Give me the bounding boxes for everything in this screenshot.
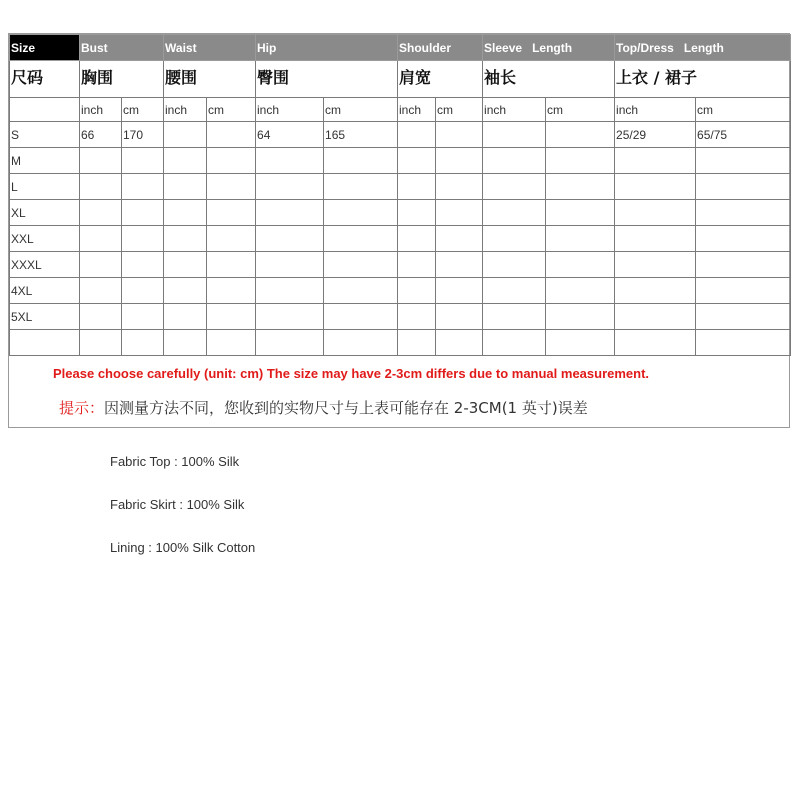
size-label: XL	[10, 200, 80, 226]
cell-sleeve-cm	[546, 330, 615, 356]
cell-waist-cm	[207, 330, 256, 356]
cell-shoulder-cm	[436, 122, 483, 148]
fabric-skirt: Fabric Skirt : 100% Silk	[110, 497, 245, 512]
english-note: Please choose carefully (unit: cm) The size may have 2-3cm differs due to manual measurement.	[53, 366, 650, 381]
header-cn-shoulder: 肩宽	[398, 61, 483, 98]
table-row	[10, 304, 791, 330]
unit-cm: cm	[436, 98, 483, 122]
size-label: 5XL	[10, 304, 80, 330]
header-cn-sleeve: 袖长	[483, 61, 615, 98]
cell-sleeve-cm	[546, 252, 615, 278]
cell-hip-inch	[256, 200, 324, 226]
cell-bust-inch	[80, 304, 122, 330]
cell-length-inch: 25/29	[615, 122, 696, 148]
cell-hip-inch	[256, 174, 324, 200]
cell-length-inch	[615, 174, 696, 200]
cell-length-inch	[615, 304, 696, 330]
cell-bust-cm	[122, 278, 164, 304]
cell-sleeve-cm	[546, 200, 615, 226]
cell-waist-cm	[207, 174, 256, 200]
cell-length-cm	[696, 148, 791, 174]
cell-sleeve-inch	[483, 330, 546, 356]
cell-bust-inch	[80, 252, 122, 278]
header-size: Size	[10, 35, 80, 61]
cell-shoulder-cm	[436, 148, 483, 174]
cell-sleeve-inch	[483, 174, 546, 200]
chinese-note	[59, 397, 779, 418]
header-cn-waist: 腰围	[164, 61, 256, 98]
cell-hip-cm	[324, 304, 398, 330]
cell-shoulder-inch	[398, 200, 436, 226]
cell-waist-inch	[164, 304, 207, 330]
cell-sleeve-inch	[483, 226, 546, 252]
cell-shoulder-cm	[436, 200, 483, 226]
unit-inch: inch	[615, 98, 696, 122]
chinese-note-label: 提示：	[59, 399, 105, 417]
table-row	[10, 226, 791, 252]
cell-shoulder-inch	[398, 226, 436, 252]
header-bust: Bust	[80, 35, 164, 61]
cell-bust-cm	[122, 330, 164, 356]
unit-cm: cm	[324, 98, 398, 122]
cell-sleeve-cm	[546, 304, 615, 330]
header-cn-bust: 胸围	[80, 61, 164, 98]
cell-shoulder-cm	[436, 330, 483, 356]
cell-hip-inch	[256, 278, 324, 304]
cell-waist-inch	[164, 252, 207, 278]
cell-sleeve-cm	[546, 226, 615, 252]
cell-sleeve-cm	[546, 174, 615, 200]
cell-shoulder-cm	[436, 174, 483, 200]
cell-hip-inch	[256, 252, 324, 278]
cell-waist-cm	[207, 122, 256, 148]
size-label: M	[10, 148, 80, 174]
cell-hip-inch: 64	[256, 122, 324, 148]
unit-inch: inch	[256, 98, 324, 122]
cell-shoulder-cm	[436, 252, 483, 278]
cell-sleeve-cm	[546, 148, 615, 174]
unit-cm: cm	[207, 98, 256, 122]
table-row	[10, 122, 791, 148]
header-top-dress-length: Top/Dress Length	[615, 35, 791, 61]
cell-sleeve-cm	[546, 278, 615, 304]
unit-cm: cm	[546, 98, 615, 122]
cell-length-cm	[696, 330, 791, 356]
cell-sleeve-inch	[483, 304, 546, 330]
cell-bust-cm	[122, 304, 164, 330]
cell-hip-inch	[256, 226, 324, 252]
cell-shoulder-inch	[398, 148, 436, 174]
cell-hip-cm	[324, 226, 398, 252]
cell-hip-inch	[256, 304, 324, 330]
cell-bust-inch	[80, 200, 122, 226]
cell-waist-cm	[207, 304, 256, 330]
header-row-english	[10, 35, 791, 61]
cell-sleeve-inch	[483, 278, 546, 304]
unit-cm: cm	[122, 98, 164, 122]
cell-bust-cm	[122, 174, 164, 200]
cell-length-inch	[615, 226, 696, 252]
table-row	[10, 252, 791, 278]
cell-hip-cm	[324, 330, 398, 356]
cell-shoulder-inch	[398, 174, 436, 200]
cell-shoulder-inch	[398, 304, 436, 330]
header-waist: Waist	[164, 35, 256, 61]
cell-bust-inch	[80, 226, 122, 252]
size-label: 4XL	[10, 278, 80, 304]
cell-waist-inch	[164, 278, 207, 304]
unit-cm: cm	[696, 98, 791, 122]
cell-bust-inch: 66	[80, 122, 122, 148]
cell-waist-inch	[164, 200, 207, 226]
cell-bust-cm	[122, 252, 164, 278]
cell-hip-inch	[256, 330, 324, 356]
cell-length-cm	[696, 226, 791, 252]
cell-sleeve-inch	[483, 122, 546, 148]
header-row-chinese	[10, 61, 791, 98]
cell-shoulder-inch	[398, 330, 436, 356]
cell-waist-cm	[207, 278, 256, 304]
cell-length-inch	[615, 200, 696, 226]
cell-hip-cm	[324, 278, 398, 304]
unit-inch: inch	[398, 98, 436, 122]
cell-hip-inch	[256, 148, 324, 174]
size-label: L	[10, 174, 80, 200]
table-row	[10, 174, 791, 200]
cell-shoulder-inch	[398, 122, 436, 148]
unit-inch: inch	[80, 98, 122, 122]
cell-hip-cm	[324, 252, 398, 278]
unit-inch: inch	[483, 98, 546, 122]
cell-bust-cm: 170	[122, 122, 164, 148]
cell-length-cm	[696, 252, 791, 278]
cell-waist-cm	[207, 200, 256, 226]
cell-length-cm	[696, 304, 791, 330]
unit-inch: inch	[164, 98, 207, 122]
size-label: S	[10, 122, 80, 148]
cell-shoulder-inch	[398, 278, 436, 304]
cell-bust-cm	[122, 200, 164, 226]
cell-bust-cm	[122, 148, 164, 174]
cell-shoulder-inch	[398, 252, 436, 278]
cell-bust-inch	[80, 174, 122, 200]
cell-waist-inch	[164, 330, 207, 356]
cell-bust-inch	[80, 330, 122, 356]
cell-waist-inch	[164, 122, 207, 148]
cell-length-inch	[615, 252, 696, 278]
header-cn-length: 上衣 / 裙子	[615, 61, 791, 98]
cell-sleeve-inch	[483, 200, 546, 226]
cell-shoulder-cm	[436, 226, 483, 252]
cell-sleeve-cm	[546, 122, 615, 148]
cell-sleeve-inch	[483, 252, 546, 278]
table-row	[10, 330, 791, 356]
cell-bust-inch	[80, 148, 122, 174]
header-hip: Hip	[256, 35, 398, 61]
cell-bust-cm	[122, 226, 164, 252]
fabric-top: Fabric Top : 100% Silk	[110, 454, 240, 469]
header-shoulder: Shoulder	[398, 35, 483, 61]
cell-hip-cm: 165	[324, 122, 398, 148]
header-sleeve-length: Sleeve Length	[483, 35, 615, 61]
cell-hip-cm	[324, 174, 398, 200]
table-row	[10, 148, 791, 174]
size-chart	[8, 33, 790, 428]
header-cn-size: 尺码	[10, 61, 80, 98]
cell-length-cm: 65/75	[696, 122, 791, 148]
table-row	[10, 278, 791, 304]
chinese-note-text: 因测量方法不同，您收到的实物尺寸与上表可能存在 2-3CM(1 英寸)误差	[104, 399, 588, 417]
cell-sleeve-inch	[483, 148, 546, 174]
cell-length-cm	[696, 278, 791, 304]
cell-waist-inch	[164, 148, 207, 174]
table-row	[10, 200, 791, 226]
cell-shoulder-cm	[436, 304, 483, 330]
size-label	[10, 330, 80, 356]
units-blank	[10, 98, 80, 122]
cell-length-inch	[615, 148, 696, 174]
cell-waist-inch	[164, 174, 207, 200]
cell-bust-inch	[80, 278, 122, 304]
cell-waist-inch	[164, 226, 207, 252]
cell-shoulder-cm	[436, 278, 483, 304]
size-table	[9, 34, 791, 356]
size-label: XXL	[10, 226, 80, 252]
cell-length-inch	[615, 330, 696, 356]
cell-waist-cm	[207, 226, 256, 252]
units-row	[10, 98, 791, 122]
header-cn-hip: 臀围	[256, 61, 398, 98]
cell-length-cm	[696, 200, 791, 226]
cell-hip-cm	[324, 200, 398, 226]
cell-length-cm	[696, 174, 791, 200]
cell-hip-cm	[324, 148, 398, 174]
lining: Lining : 100% Silk Cotton	[110, 540, 256, 555]
cell-waist-cm	[207, 252, 256, 278]
cell-waist-cm	[207, 148, 256, 174]
size-label: XXXL	[10, 252, 80, 278]
cell-length-inch	[615, 278, 696, 304]
